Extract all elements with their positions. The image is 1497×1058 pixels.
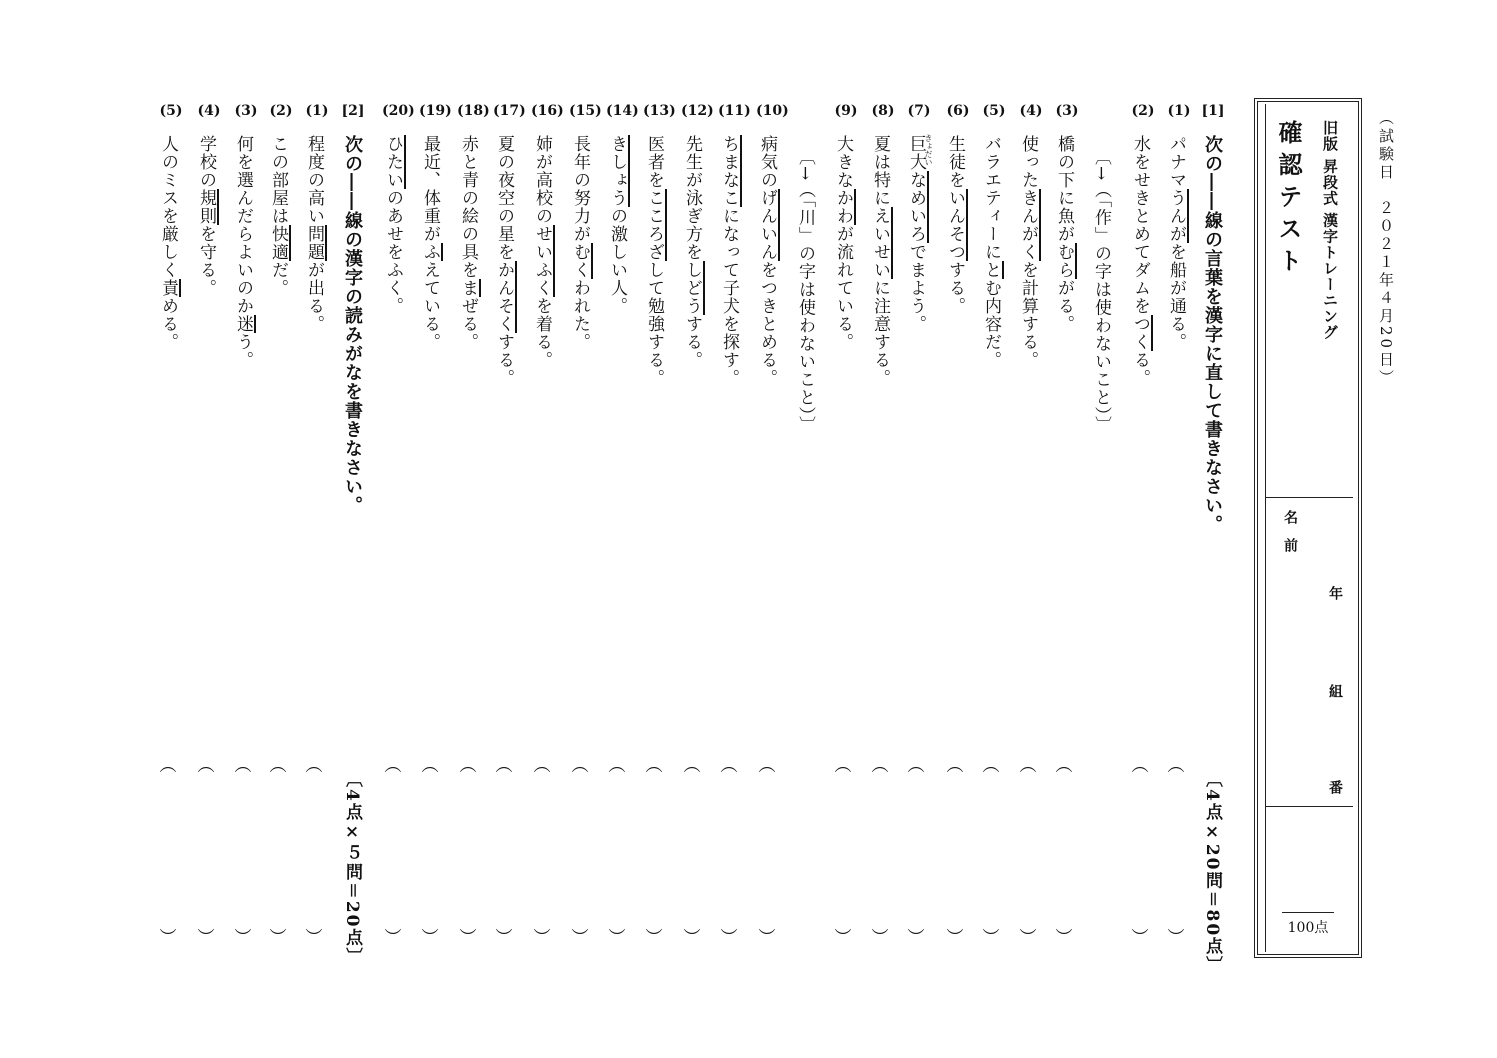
question-text bbox=[683, 135, 700, 369]
section1-points: 〔4点×20問＝80点〕 bbox=[1202, 770, 1222, 976]
question-number: (8) bbox=[871, 103, 895, 119]
question-text bbox=[982, 135, 999, 369]
answer-box-close[interactable]: ︶ bbox=[758, 928, 776, 948]
answer-box-open[interactable]: ︵ bbox=[459, 756, 477, 776]
answer-box-close[interactable]: ︶ bbox=[159, 928, 177, 948]
question-text-part: 姉が高校の bbox=[532, 135, 552, 225]
answer-box-close[interactable]: ︶ bbox=[495, 928, 513, 948]
underlined-term: 規則 bbox=[196, 189, 219, 225]
question-text-part: 最近、体重が bbox=[420, 135, 440, 243]
underlined-term: ひたい bbox=[383, 135, 406, 189]
question-text-part: ぜる。 bbox=[458, 297, 478, 351]
answer-box-open[interactable]: ︵ bbox=[421, 756, 439, 776]
underlined-term: 問題 bbox=[304, 225, 327, 261]
section2-points: 〔4点×５問＝20点〕 bbox=[342, 770, 362, 967]
question-number: (15) bbox=[569, 103, 602, 119]
question-text-part: る。 bbox=[1130, 351, 1150, 387]
score-label: 100点 bbox=[1282, 912, 1334, 937]
underlined-term: きんがく bbox=[1018, 189, 1041, 261]
question-text bbox=[159, 135, 176, 351]
question-number: (5) bbox=[982, 103, 1006, 119]
answer-box-close[interactable]: ︶ bbox=[571, 928, 589, 948]
question-text-part: を守る。 bbox=[196, 225, 216, 297]
question-number: (19) bbox=[419, 103, 452, 119]
question-text-part: だ。 bbox=[268, 261, 288, 297]
question-number: (12) bbox=[681, 103, 714, 119]
question-number: (16) bbox=[531, 103, 564, 119]
section2-instruction: 次の――線の漢字の読みがなを書きなさい。 bbox=[342, 135, 363, 515]
question-number: (6) bbox=[946, 103, 970, 119]
question-number: (7) bbox=[907, 103, 931, 119]
question-text-part: の激しい人。 bbox=[607, 207, 627, 315]
underlined-term: つく bbox=[1130, 315, 1153, 351]
question-text bbox=[533, 135, 550, 369]
answer-box-open[interactable]: ︵ bbox=[1055, 756, 1073, 776]
question-text-part: 程度の高い bbox=[304, 135, 324, 225]
question-text bbox=[907, 135, 924, 333]
question-text-part: する。 bbox=[494, 333, 514, 387]
question-number: (1) bbox=[305, 103, 329, 119]
answer-box-close[interactable]: ︶ bbox=[197, 928, 215, 948]
answer-box-close[interactable]: ︶ bbox=[1055, 928, 1073, 948]
question-number: (3) bbox=[234, 103, 258, 119]
question-text bbox=[1055, 135, 1072, 333]
question-text-part: を着る。 bbox=[532, 297, 552, 369]
question-text-part: に注意する。 bbox=[870, 279, 890, 387]
number-label: 番 bbox=[1327, 780, 1343, 794]
question-number: (20) bbox=[382, 103, 415, 119]
question-text-part: えている。 bbox=[420, 261, 440, 351]
underlined-term: いんそつ bbox=[945, 189, 968, 261]
question-text-part: バラエティーに bbox=[981, 135, 1001, 261]
question-text-part: 夏は特に bbox=[870, 135, 890, 207]
question-text bbox=[946, 135, 963, 315]
question-number: (17) bbox=[493, 103, 526, 119]
section1-label: [1] bbox=[1201, 103, 1225, 119]
underlined-term: こころざ bbox=[644, 189, 667, 261]
question-text-part: 医者を bbox=[644, 135, 664, 189]
underlined-term: なめいろ bbox=[906, 171, 929, 243]
question-text-part: める。 bbox=[158, 297, 178, 351]
question-text-part: 〔→（「作」の字は使わないこと）〕 bbox=[1091, 148, 1111, 435]
series-title: 旧版 昇段式 漢字トレーニング bbox=[1321, 120, 1339, 341]
underlined-term: しどう bbox=[682, 261, 705, 315]
answer-box-close[interactable]: ︶ bbox=[683, 928, 701, 948]
answer-box-open[interactable]: ︵ bbox=[608, 756, 626, 776]
question-number: (14) bbox=[606, 103, 639, 119]
question-text bbox=[269, 135, 286, 297]
question-text-part: われた。 bbox=[570, 279, 590, 351]
answer-box-close[interactable]: ︶ bbox=[982, 928, 1000, 948]
answer-box-open[interactable]: ︵ bbox=[1019, 756, 1037, 776]
answer-box-open[interactable]: ︵ bbox=[159, 756, 177, 776]
question-text-part: がる。 bbox=[1054, 279, 1074, 333]
question-text bbox=[758, 135, 775, 387]
answer-box-close[interactable]: ︶ bbox=[459, 928, 477, 948]
question-text bbox=[234, 135, 251, 369]
question-text-part: が出る。 bbox=[304, 261, 324, 333]
question-text bbox=[834, 135, 851, 351]
header-box bbox=[1254, 98, 1362, 958]
answer-box-close[interactable]: ︶ bbox=[305, 928, 323, 948]
answer-box-open[interactable]: ︵ bbox=[946, 756, 964, 776]
question-number: (10) bbox=[756, 103, 789, 119]
question-text-part: のあせをふく。 bbox=[383, 189, 403, 315]
underlined-term: ま bbox=[458, 279, 481, 297]
answer-box-close[interactable]: ︶ bbox=[421, 928, 439, 948]
question-text bbox=[495, 135, 512, 387]
question-number: (13) bbox=[643, 103, 676, 119]
question-text bbox=[1167, 135, 1184, 351]
question-text-part: 病気の bbox=[757, 135, 777, 189]
question-number: (4) bbox=[1019, 103, 1043, 119]
question-text bbox=[608, 135, 625, 315]
question-text-part: 巨大 bbox=[906, 135, 926, 171]
answer-box-close[interactable]: ︶ bbox=[907, 928, 925, 948]
question-number: (4) bbox=[197, 103, 221, 119]
question-number: (3) bbox=[1055, 103, 1079, 119]
question-note bbox=[1092, 148, 1109, 434]
answer-box-close[interactable]: ︶ bbox=[834, 928, 852, 948]
question-text-part: 大きな bbox=[833, 135, 853, 189]
answer-box-close[interactable]: ︶ bbox=[608, 928, 626, 948]
name-label: 名前 bbox=[1282, 510, 1298, 566]
answer-box-open[interactable]: ︵ bbox=[834, 756, 852, 776]
question-number: (11) bbox=[718, 103, 751, 119]
question-text-part: 水をせきとめてダムを bbox=[1130, 135, 1150, 315]
question-text-part: 使った bbox=[1018, 135, 1038, 189]
class-label: 組 bbox=[1327, 684, 1343, 698]
underlined-term: むら bbox=[1054, 243, 1077, 279]
answer-box-open[interactable]: ︵ bbox=[533, 756, 551, 776]
question-text-part: 赤と青の絵の具を bbox=[458, 135, 478, 279]
underlined-term: きしょう bbox=[607, 135, 630, 207]
question-text bbox=[305, 135, 322, 333]
answer-box-open[interactable]: ︵ bbox=[495, 756, 513, 776]
question-text bbox=[421, 135, 438, 351]
question-number: (1) bbox=[1167, 103, 1191, 119]
ruby-reading: きょだい bbox=[924, 134, 933, 166]
question-text-part: 長年の努力が bbox=[570, 135, 590, 243]
answer-box-open[interactable]: ︵ bbox=[269, 756, 287, 776]
answer-box-close[interactable]: ︶ bbox=[384, 928, 402, 948]
section1-instruction: 次の――線の言葉を漢字に直して書きなさい。 bbox=[1202, 135, 1223, 534]
question-text-part: 学校の bbox=[196, 135, 216, 189]
header-divider bbox=[1265, 497, 1353, 498]
question-text-part: 〔→（「川」の字は使わないこと）〕 bbox=[795, 148, 815, 435]
test-title: 確認テスト bbox=[1274, 120, 1303, 280]
question-number: (9) bbox=[834, 103, 858, 119]
year-label: 年 bbox=[1327, 586, 1343, 600]
question-note bbox=[796, 148, 813, 434]
question-number: (5) bbox=[159, 103, 183, 119]
answer-box-open[interactable]: ︵ bbox=[1167, 756, 1185, 776]
answer-box-open[interactable]: ︵ bbox=[720, 756, 738, 776]
question-text bbox=[459, 135, 476, 351]
underlined-term: えいせい bbox=[870, 207, 893, 279]
question-text-part: を船が通る。 bbox=[1166, 243, 1186, 351]
answer-box-close[interactable]: ︶ bbox=[645, 928, 663, 948]
answer-box-open[interactable]: ︵ bbox=[234, 756, 252, 776]
underlined-term: と bbox=[981, 261, 1004, 279]
header-divider bbox=[1265, 104, 1266, 952]
answer-box-open[interactable]: ︵ bbox=[305, 756, 323, 776]
answer-box-close[interactable]: ︶ bbox=[720, 928, 738, 948]
answer-box-open[interactable]: ︵ bbox=[571, 756, 589, 776]
underlined-term: 快適 bbox=[268, 225, 291, 261]
underlined-term: 迷 bbox=[233, 315, 256, 333]
answer-box-open[interactable]: ︵ bbox=[871, 756, 889, 776]
answer-box-open[interactable]: ︵ bbox=[384, 756, 402, 776]
answer-box-close[interactable]: ︶ bbox=[269, 928, 287, 948]
question-text-part: する。 bbox=[682, 315, 702, 369]
question-text-part: む内容だ。 bbox=[981, 279, 1001, 369]
answer-box-close[interactable]: ︶ bbox=[533, 928, 551, 948]
question-text bbox=[1019, 135, 1036, 369]
question-text-part: う。 bbox=[233, 333, 253, 369]
answer-box-open[interactable]: ︵ bbox=[197, 756, 215, 776]
underlined-term: ちまなこ bbox=[719, 135, 742, 207]
answer-box-open[interactable]: ︵ bbox=[1131, 756, 1149, 776]
underlined-term: せいふく bbox=[532, 225, 555, 297]
answer-box-open[interactable]: ︵ bbox=[982, 756, 1000, 776]
section2-label: [2] bbox=[341, 103, 365, 119]
question-text-part: 夏の夜空の星を bbox=[494, 135, 514, 261]
underlined-term: げんいん bbox=[757, 189, 780, 261]
question-text-part: をつきとめる。 bbox=[757, 261, 777, 387]
exam-date: （試験日 ２０２１年４月20日） bbox=[1377, 110, 1395, 388]
question-text bbox=[571, 135, 588, 351]
question-text-part: が流れている。 bbox=[833, 225, 853, 351]
answer-box-open[interactable]: ︵ bbox=[645, 756, 663, 776]
question-text bbox=[197, 135, 214, 297]
question-number: (18) bbox=[457, 103, 490, 119]
answer-box-open[interactable]: ︵ bbox=[683, 756, 701, 776]
question-text-part: この部屋は bbox=[268, 135, 288, 225]
question-text-part: でまよう。 bbox=[906, 243, 926, 333]
answer-box-open[interactable]: ︵ bbox=[758, 756, 776, 776]
question-number: (2) bbox=[269, 103, 293, 119]
question-text-part: 生徒を bbox=[945, 135, 965, 189]
question-text bbox=[1131, 135, 1148, 387]
question-text bbox=[645, 135, 662, 387]
underlined-term: かんそく bbox=[494, 261, 517, 333]
question-text-part: 何を選んだらよいのか bbox=[233, 135, 253, 315]
underlined-term: かわ bbox=[833, 189, 856, 225]
question-text-part: して勉強する。 bbox=[644, 261, 664, 387]
underlined-term: ふ bbox=[420, 243, 443, 261]
answer-box-close[interactable]: ︶ bbox=[234, 928, 252, 948]
answer-box-close[interactable]: ︶ bbox=[1167, 928, 1185, 948]
question-text-part: する。 bbox=[945, 261, 965, 315]
underlined-term: うんが bbox=[1166, 189, 1189, 243]
underlined-term: 責 bbox=[158, 279, 181, 297]
question-number: (2) bbox=[1131, 103, 1155, 119]
question-text-part: 橋の下に魚が bbox=[1054, 135, 1074, 243]
question-text bbox=[384, 135, 401, 315]
question-text-part: 先生が泳ぎ方を bbox=[682, 135, 702, 261]
question-text-part: を計算する。 bbox=[1018, 261, 1038, 369]
question-text bbox=[871, 135, 888, 387]
question-text-part: になって子犬を探す。 bbox=[719, 207, 739, 387]
underlined-term: むく bbox=[570, 243, 593, 279]
answer-box-close[interactable]: ︶ bbox=[1131, 928, 1149, 948]
answer-box-open[interactable]: ︵ bbox=[907, 756, 925, 776]
header-divider bbox=[1265, 806, 1353, 807]
answer-box-close[interactable]: ︶ bbox=[946, 928, 964, 948]
answer-box-close[interactable]: ︶ bbox=[871, 928, 889, 948]
question-text-part: 人のミスを厳しく bbox=[158, 135, 178, 279]
answer-box-close[interactable]: ︶ bbox=[1019, 928, 1037, 948]
question-text-part: パナマ bbox=[1166, 135, 1186, 189]
question-text bbox=[720, 135, 737, 387]
